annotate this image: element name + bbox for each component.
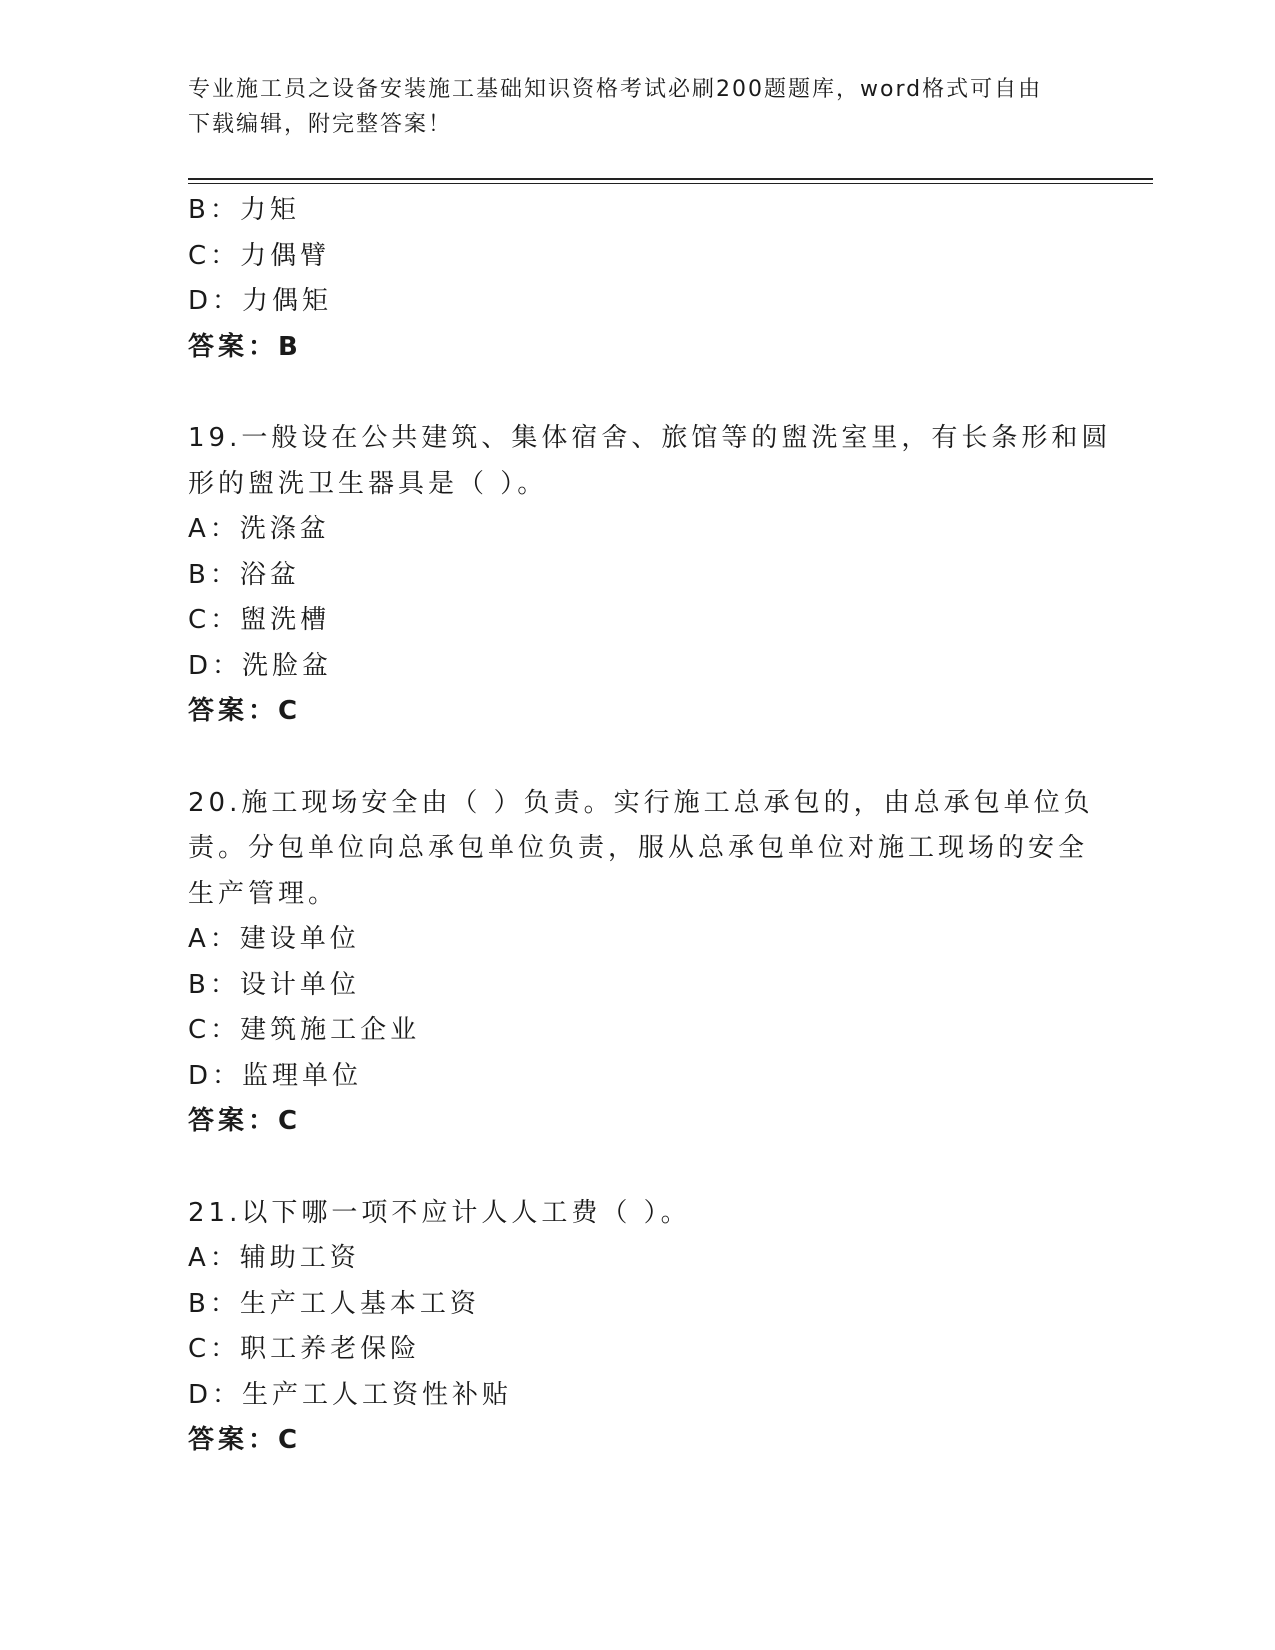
question-stem-line: 生产管理。 <box>188 878 339 909</box>
question-list <box>188 188 1112 1464</box>
option-d: D：生产工人工资性补贴 <box>188 1379 513 1410</box>
option-a: A：建设单位 <box>188 924 360 954</box>
question-stem-line: 20.施工现场安全由（ ）负责。实行施工总承包的，由总承包单位负 <box>188 787 1094 818</box>
option-a: A：辅助工资 <box>188 1243 360 1273</box>
option-c: C：盥洗槽 <box>188 605 331 635</box>
document-header <box>188 72 1068 142</box>
header-rule-thick <box>188 178 1153 180</box>
question-18-continued <box>188 188 1088 370</box>
header-rule-thin <box>188 183 1153 184</box>
answer: 答案：C <box>188 696 302 726</box>
option-d: D：洗脸盆 <box>188 650 333 681</box>
option-b: B：力矩 <box>188 195 300 225</box>
option-d: D：力偶矩 <box>188 286 333 316</box>
question-19 <box>188 416 1112 735</box>
header-line-2: 下载编辑，附完整答案！ <box>188 112 453 137</box>
option-c: C：力偶臂 <box>188 240 331 271</box>
question-21 <box>188 1191 1088 1464</box>
answer: 答案：C <box>188 1425 302 1455</box>
question-stem-line: 19.一般设在公共建筑、集体宿舍、旅馆等的盥洗室里，有长条形和圆 <box>188 423 1112 453</box>
option-b: B：设计单位 <box>188 969 360 1000</box>
option-a: A：洗涤盆 <box>188 514 330 544</box>
question-stem-line: 21.以下哪一项不应计人人工费（ ）。 <box>188 1197 691 1228</box>
answer: 答案：B <box>188 331 302 362</box>
option-b: B：生产工人基本工资 <box>188 1288 480 1319</box>
option-b: B：浴盆 <box>188 559 300 590</box>
header-line-1: 专业施工员之设备安装施工基础知识资格考试必刷200题题库，word格式可自由 <box>188 77 1043 102</box>
answer: 答案：C <box>188 1106 302 1136</box>
question-20 <box>188 781 1094 1145</box>
option-c: C：建筑施工企业 <box>188 1015 421 1045</box>
option-c: C：职工养老保险 <box>188 1334 421 1364</box>
question-stem-line: 责。分包单位向总承包单位负责，服从总承包单位对施工现场的安全 <box>188 833 1089 863</box>
question-stem-line: 形的盥洗卫生器具是（ ）。 <box>188 468 548 499</box>
option-d: D：监理单位 <box>188 1060 363 1091</box>
